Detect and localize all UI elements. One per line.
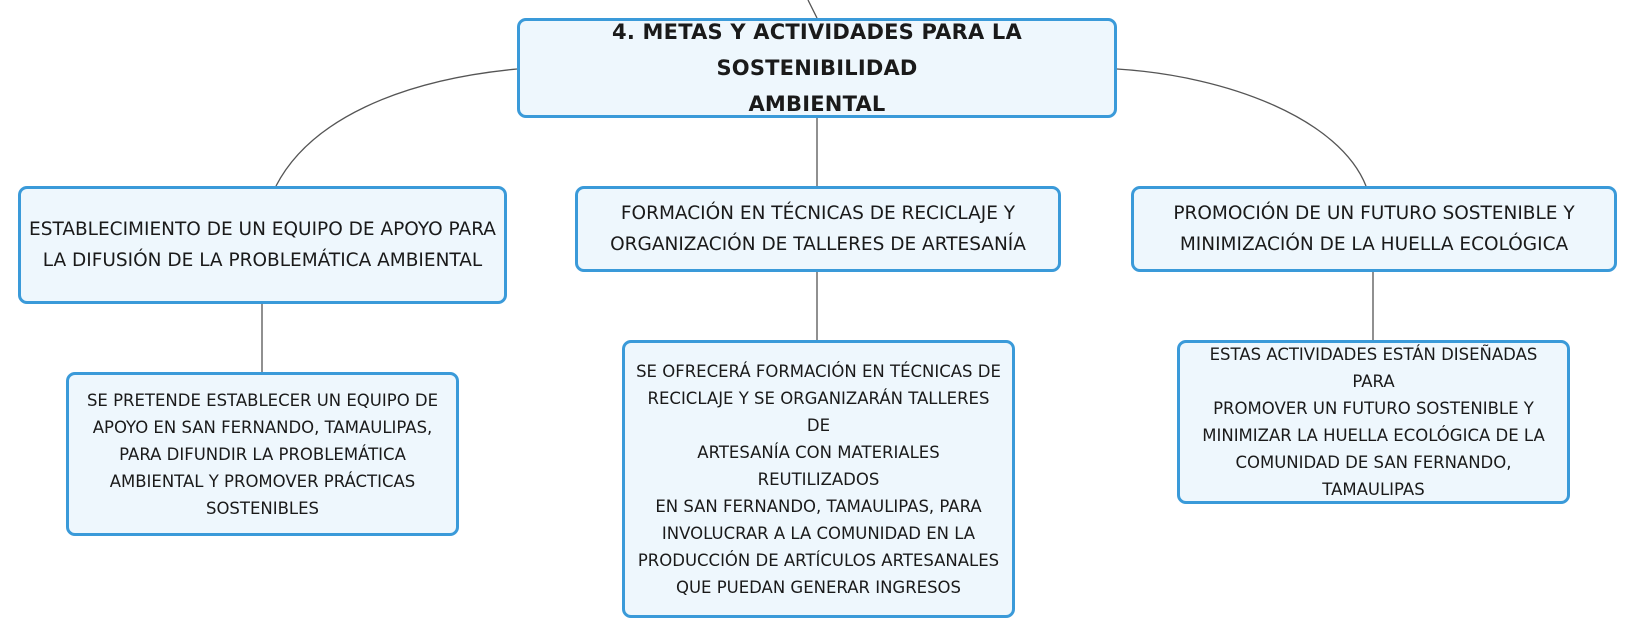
- detail-line: TAMAULIPAS: [1322, 480, 1425, 499]
- detail-line: APOYO EN SAN FERNANDO, TAMAULIPAS,: [92, 417, 433, 437]
- branch-topic-line: LA DIFUSIÓN DE LA PROBLEMÁTICA AMBIENTAL: [42, 250, 483, 271]
- detail-line: PRODUCCIÓN DE ARTÍCULOS ARTESANALES: [637, 550, 1000, 570]
- detail-line: COMUNIDAD DE SAN FERNANDO,: [1235, 453, 1512, 472]
- branch-topic-line: FORMACIÓN EN TÉCNICAS DE RECICLAJE Y: [620, 203, 1016, 224]
- branch-topic-text: [610, 198, 1026, 260]
- branch-topic-support-team[interactable]: [18, 186, 507, 304]
- connector-root-to-branch-1: [276, 69, 517, 186]
- detail-line: RECICLAJE Y SE ORGANIZARÁN TALLERES DE: [647, 388, 990, 435]
- detail-line: SE PRETENDE ESTABLECER UN EQUIPO DE: [86, 390, 439, 410]
- connector-root-to-branch-3: [1117, 69, 1366, 186]
- detail-line: AMBIENTAL Y PROMOVER PRÁCTICAS: [109, 471, 416, 491]
- detail-line: INVOLUCRAR A LA COMUNIDAD EN LA: [661, 523, 976, 543]
- branch-topic-line: PROMOCIÓN DE UN FUTURO SOSTENIBLE Y: [1173, 203, 1575, 224]
- detail-line: SOSTENIBLES: [205, 498, 320, 518]
- root-topic-line: 4. METAS Y ACTIVIDADES PARA LA SOSTENIBILIDAD: [612, 20, 1022, 80]
- detail-line: MINIMIZAR LA HUELLA ECOLÓGICA DE LA: [1202, 426, 1545, 445]
- branch-topic-recycling-training[interactable]: [575, 186, 1061, 272]
- root-topic-text: [526, 14, 1108, 122]
- branch-topic-line: ORGANIZACIÓN DE TALLERES DE ARTESANÍA: [610, 234, 1026, 255]
- detail-topic-recycling-training[interactable]: [622, 340, 1015, 618]
- detail-line: SE OFRECERÁ FORMACIÓN EN TÉCNICAS DE: [636, 361, 1001, 381]
- detail-line: ARTESANÍA CON MATERIALES REUTILIZADOS: [697, 442, 940, 489]
- branch-topic-line: ESTABLECIMIENTO DE UN EQUIPO DE APOYO PARA: [29, 219, 496, 240]
- root-topic-line: AMBIENTAL: [748, 92, 886, 116]
- detail-topic-text: [635, 358, 1002, 601]
- detail-topic-support-team[interactable]: [66, 372, 459, 536]
- detail-line: EN SAN FERNANDO, TAMAULIPAS, PARA: [655, 496, 982, 516]
- detail-topic-text: [1190, 341, 1557, 503]
- branch-topic-text: [1173, 198, 1574, 260]
- detail-line: PARA DIFUNDIR LA PROBLEMÁTICA: [119, 444, 406, 464]
- branch-topic-sustainable-future[interactable]: [1131, 186, 1617, 272]
- detail-line: PROMOVER UN FUTURO SOSTENIBLE Y: [1213, 399, 1534, 418]
- detail-line: ESTAS ACTIVIDADES ESTÁN DISEÑADAS PARA: [1209, 345, 1538, 391]
- branch-topic-line: MINIMIZACIÓN DE LA HUELLA ECOLÓGICA: [1179, 234, 1569, 255]
- detail-line: QUE PUEDAN GENERAR INGRESOS: [675, 577, 962, 597]
- detail-topic-text: [87, 387, 438, 522]
- root-topic[interactable]: [517, 18, 1117, 118]
- detail-topic-sustainable-future[interactable]: [1177, 340, 1570, 504]
- branch-topic-text: [29, 214, 496, 276]
